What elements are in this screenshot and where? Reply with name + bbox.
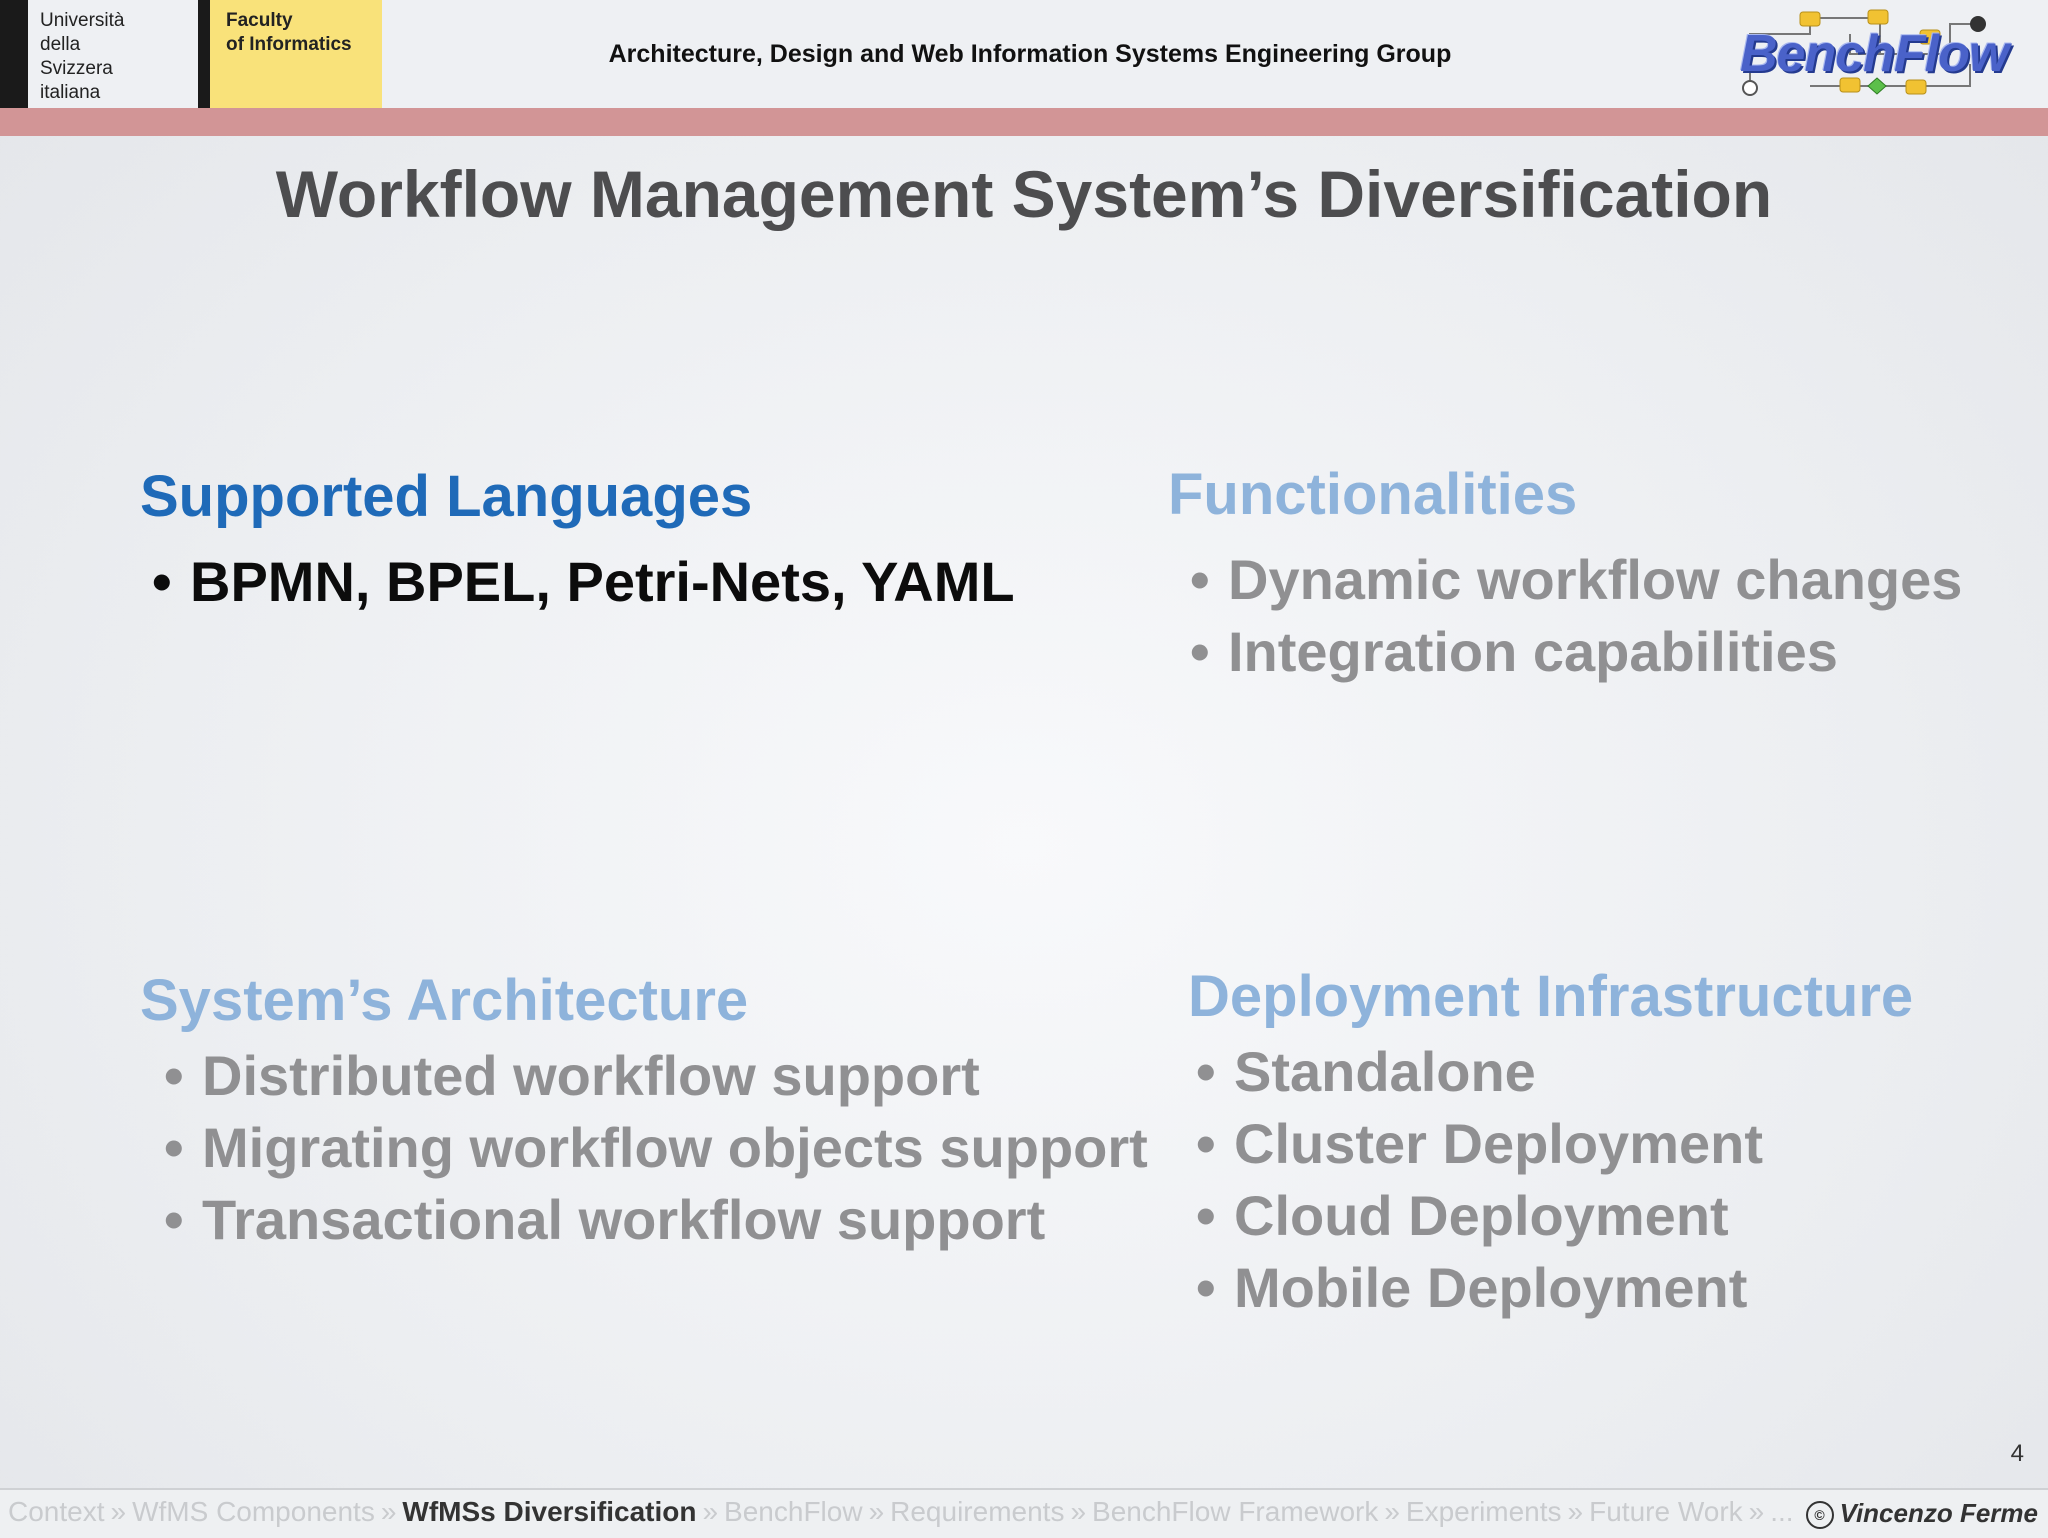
section-heading: Functionalities [1168,462,1578,527]
list-item [164,1184,1148,1256]
list-item-text: Dynamic workflow changes [1228,548,1963,611]
bullet-icon: • [164,1044,184,1107]
author-credit [1806,1498,2038,1529]
breadcrumb-separator: » [1070,1496,1087,1527]
list-item-text: Mobile Deployment [1234,1256,1748,1319]
bullet-icon: • [164,1188,184,1251]
breadcrumb-separator: » [1748,1496,1765,1527]
section-heading: Deployment Infrastructure [1188,964,1914,1029]
bullet-icon: • [1196,1256,1216,1319]
breadcrumb-item-wfmss-diversification[interactable]: WfMSs Diversification [402,1496,697,1527]
section-heading: System’s Architecture [140,968,749,1033]
list-item [1196,1252,1913,1324]
list-item-text: Migrating workflow objects support [202,1116,1148,1179]
university-stripe [0,0,28,108]
bullet-list [152,546,1015,618]
list-item [164,1112,1148,1184]
breadcrumb-item-benchflow[interactable]: BenchFlow [724,1496,863,1527]
section-functionalities [1168,460,1962,688]
bullet-icon: • [152,550,172,613]
header-divider [198,0,210,108]
logo-text: BenchFlow [1740,25,2009,83]
breadcrumb-item-requirements[interactable]: Requirements [890,1496,1065,1527]
list-item [1190,616,1962,688]
list-item-text: Distributed workflow support [202,1044,980,1107]
breadcrumb-item-wfms-components[interactable]: WfMS Components [132,1496,375,1527]
bullet-list [164,1040,1148,1256]
benchflow-logo [1740,4,2009,104]
list-item-text: Cluster Deployment [1234,1112,1763,1175]
bullet-icon: • [1196,1184,1216,1247]
list-item [1190,544,1962,616]
breadcrumb [8,1496,1808,1528]
header-band [0,108,2048,136]
group-title: Architecture, Design and Web Information Systems Engineering Group [608,40,1452,68]
list-item [1196,1036,1913,1108]
faculty-name: Faculty of Informatics [226,10,352,55]
bullet-icon: • [1190,620,1210,683]
list-item-text: Transactional workflow support [202,1188,1046,1251]
breadcrumb-item-future-work[interactable]: Future Work [1589,1496,1743,1527]
section-systems-architecture [140,966,1148,1256]
list-item [1196,1108,1913,1180]
bullet-icon: • [1196,1112,1216,1175]
list-item [1196,1180,1913,1252]
page-number: 4 [2010,1440,2024,1467]
list-item [152,546,1015,618]
list-item-text: BPMN, BPEL, Petri-Nets, YAML [190,550,1015,613]
bullet-list [1190,544,1962,688]
list-item-text: Cloud Deployment [1234,1184,1729,1247]
bullet-list [1196,1036,1913,1324]
list-item-text: Integration capabilities [1228,620,1838,683]
breadcrumb-separator: » [868,1496,885,1527]
section-supported-languages [140,462,1015,618]
breadcrumb-separator: » [1384,1496,1400,1527]
author-name: Vincenzo Ferme [1839,1498,2038,1528]
breadcrumb-separator: » [110,1496,127,1527]
header-bar [0,0,2048,108]
breadcrumb-item-experiments[interactable]: Experiments [1405,1496,1562,1527]
section-heading: Supported Languages [140,464,753,529]
breadcrumb-item-benchflow-framework[interactable]: BenchFlow Framework [1092,1496,1379,1527]
breadcrumb-item-more[interactable]: ... [1770,1496,1794,1527]
breadcrumb-separator: » [380,1496,397,1527]
bullet-icon: • [1196,1040,1216,1103]
footer-bar [0,1488,2048,1538]
university-name: Università della Svizzera italiana [40,10,125,103]
bullet-icon: • [1190,548,1210,611]
bullet-icon: • [164,1116,184,1179]
list-item-text: Standalone [1234,1040,1536,1103]
breadcrumb-separator: » [702,1496,719,1527]
faculty-box [210,0,382,108]
breadcrumb-item-context[interactable]: Context [8,1496,105,1527]
breadcrumb-separator: » [1567,1496,1584,1527]
section-deployment-infrastructure [1188,962,1913,1324]
slide-title: Workflow Management System’s Diversification [275,157,1773,231]
list-item [164,1040,1148,1112]
copyright-icon: © [1806,1501,1834,1529]
